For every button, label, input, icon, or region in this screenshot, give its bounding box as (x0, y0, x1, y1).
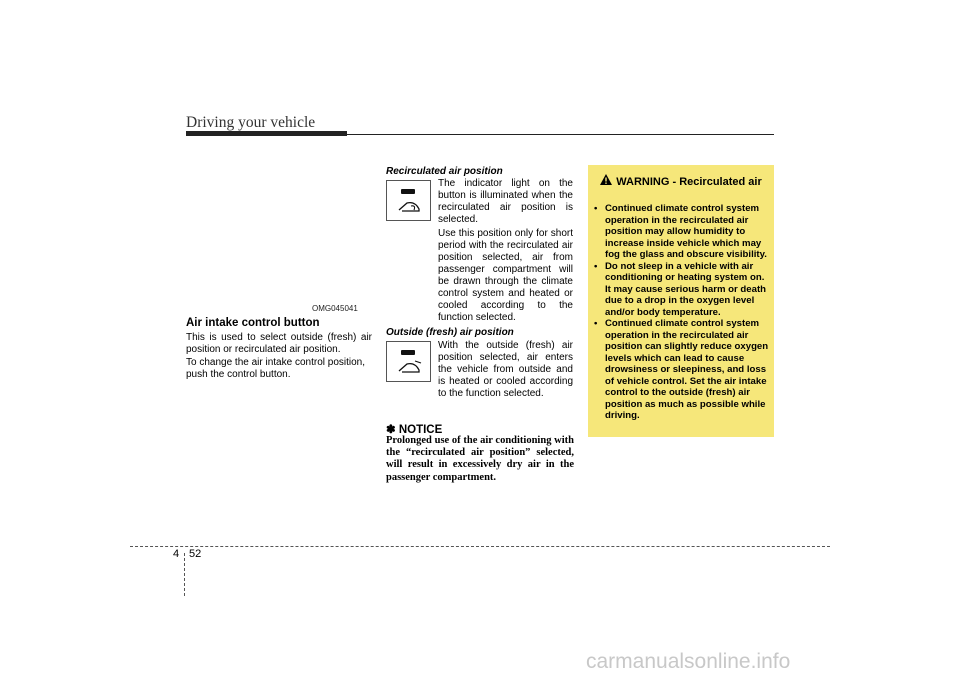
warning-item: • Do not sleep in a vehicle with air conditioning or heating system on. It may cause serious harm or death due to a drop in the oxygen level and/or body temperature. (594, 260, 767, 318)
recirculated-heading: Recirculated air position (386, 166, 503, 177)
warning-item-text: Continued climate control system operation in the recirculated air position can slightly reduce oxygen levels which can lead to cause drowsiness or sleepiness, and loss of vehicle control. Set the air intake control to the outside (fresh) air position as much as possible while driving. (605, 318, 769, 421)
warning-box (588, 165, 774, 437)
recirculated-paragraph-2: Use this position only for short period with the recirculated air position selected, air from passenger compartment will be drawn through the climate control system and heated or cooled according to the function selected. (438, 228, 573, 323)
outside-paragraph-1: With the outside (fresh) air position selected, air enters the vehicle from outside and is heated or cooled according to the function selected. (438, 340, 573, 399)
watermark: carmanualsonline.info (586, 650, 791, 673)
outside-air-icon (386, 341, 431, 382)
warning-item: • Continued climate control system operation in the recirculated air position can slightly reduce oxygen levels which can lead to cause drowsiness or sleepiness, and loss of vehicle control. Set the air intake control to the outside (fresh) air position as much as possible while driving. (594, 318, 769, 421)
chapter-number: 4 (173, 548, 180, 560)
warning-item-text: Continued climate control system operation in the recirculated air position may allow humidity to increase inside vehicle which may fog the glass and obscure visibility. (605, 203, 767, 260)
warning-title-text: WARNING - Recirculated air (616, 176, 762, 188)
warning-title (596, 174, 766, 188)
notice-heading: ✽ NOTICE (386, 424, 443, 436)
header-rule-thick (186, 131, 347, 136)
page-header-title: Driving your vehicle (186, 114, 316, 131)
page-number: 52 (189, 548, 202, 560)
air-intake-section (186, 317, 372, 382)
recirculated-text (438, 178, 573, 326)
outside-text (438, 340, 573, 402)
air-intake-heading: Air intake control button (186, 317, 320, 329)
air-intake-paragraph-1: This is used to select outside (fresh) air position or recirculated air position. (186, 332, 372, 355)
warning-item: • Continued climate control system operation in the recirculated air position may allow humidity to increase inside vehicle which may fog the glass and obscure visibility. (594, 203, 767, 260)
warning-triangle-icon (600, 174, 612, 185)
air-intake-paragraph-2: To change the air intake control position, push the control button. (186, 357, 365, 380)
footer-divider (184, 553, 185, 596)
recirculated-air-icon (386, 180, 431, 221)
warning-item-text: Do not sleep in a vehicle with air conditioning or heating system on. It may cause serious harm or death due to a drop in the oxygen level and/or body temperature. (605, 260, 767, 318)
recirculated-paragraph-1: The indicator light on the button is illuminated when the recirculated air position is selected. (438, 178, 573, 225)
image-code: OMG045041 (312, 304, 358, 313)
warning-list (592, 203, 770, 422)
outside-heading: Outside (fresh) air position (386, 327, 514, 338)
header-rule-thin (347, 134, 774, 135)
notice-text: Prolonged use of the air conditioning with the “recirculated air position” selected, will result in excessively dry air in the passenger compartment. (386, 435, 574, 483)
footer-rule (130, 546, 830, 547)
